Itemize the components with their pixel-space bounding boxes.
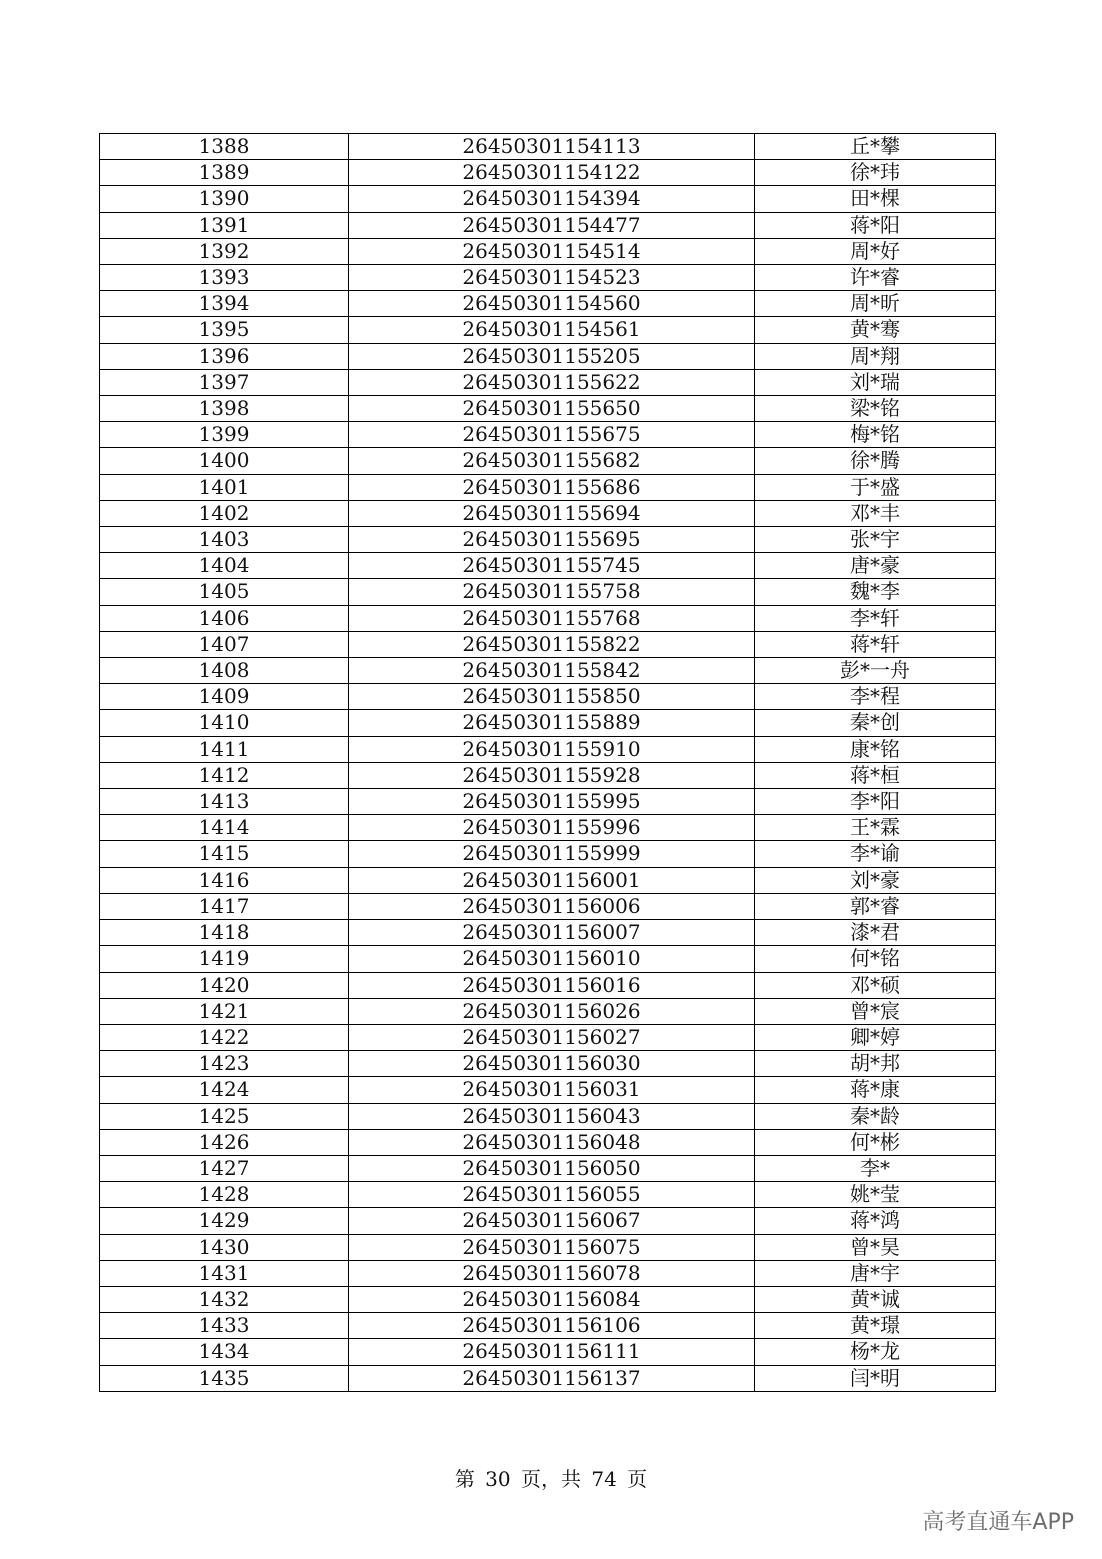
table-row bbox=[100, 343, 996, 369]
row-number-cell: 1396 bbox=[100, 343, 349, 369]
row-number-cell: 1419 bbox=[100, 946, 349, 972]
table-row bbox=[100, 684, 996, 710]
row-number-cell: 1389 bbox=[100, 160, 349, 186]
exam-id-cell: 26450301156016 bbox=[349, 972, 755, 998]
row-number-cell: 1425 bbox=[100, 1103, 349, 1129]
table-row bbox=[100, 1024, 996, 1050]
exam-id-cell: 26450301154561 bbox=[349, 317, 755, 343]
student-name-cell: 郭*睿 bbox=[755, 893, 996, 919]
student-name-cell: 曾*宸 bbox=[755, 998, 996, 1024]
table-row bbox=[100, 265, 996, 291]
exam-id-cell: 26450301155928 bbox=[349, 762, 755, 788]
exam-id-cell: 26450301156007 bbox=[349, 920, 755, 946]
student-name-cell: 周*昕 bbox=[755, 291, 996, 317]
student-name-cell: 胡*邦 bbox=[755, 1051, 996, 1077]
table-row bbox=[100, 1155, 996, 1181]
table-row bbox=[100, 710, 996, 736]
row-number-cell: 1435 bbox=[100, 1365, 349, 1391]
row-number-cell: 1422 bbox=[100, 1024, 349, 1050]
exam-id-cell: 26450301154122 bbox=[349, 160, 755, 186]
exam-id-cell: 26450301155822 bbox=[349, 631, 755, 657]
student-name-cell: 何*彬 bbox=[755, 1129, 996, 1155]
table-row bbox=[100, 317, 996, 343]
row-number-cell: 1429 bbox=[100, 1208, 349, 1234]
app-watermark: 高考直通车APP bbox=[922, 1510, 1074, 1535]
exam-id-cell: 26450301156030 bbox=[349, 1051, 755, 1077]
exam-id-cell: 26450301156078 bbox=[349, 1260, 755, 1286]
row-number-cell: 1405 bbox=[100, 579, 349, 605]
student-name-cell: 何*铭 bbox=[755, 946, 996, 972]
exam-id-cell: 26450301156010 bbox=[349, 946, 755, 972]
student-name-cell: 曾*昊 bbox=[755, 1234, 996, 1260]
row-number-cell: 1398 bbox=[100, 396, 349, 422]
row-number-cell: 1400 bbox=[100, 448, 349, 474]
exam-id-cell: 26450301154113 bbox=[349, 134, 755, 160]
row-number-cell: 1428 bbox=[100, 1182, 349, 1208]
table-row bbox=[100, 1365, 996, 1391]
row-number-cell: 1433 bbox=[100, 1313, 349, 1339]
row-number-cell: 1395 bbox=[100, 317, 349, 343]
exam-id-cell: 26450301155842 bbox=[349, 658, 755, 684]
table-row bbox=[100, 1129, 996, 1155]
exam-id-cell: 26450301155996 bbox=[349, 815, 755, 841]
table-row bbox=[100, 1339, 996, 1365]
student-name-cell: 唐*豪 bbox=[755, 553, 996, 579]
student-name-cell: 蒋*阳 bbox=[755, 212, 996, 238]
table-row bbox=[100, 553, 996, 579]
row-number-cell: 1417 bbox=[100, 893, 349, 919]
row-number-cell: 1434 bbox=[100, 1339, 349, 1365]
student-name-cell: 康*铭 bbox=[755, 736, 996, 762]
student-name-cell: 蒋*康 bbox=[755, 1077, 996, 1103]
row-number-cell: 1397 bbox=[100, 369, 349, 395]
exam-id-cell: 26450301155768 bbox=[349, 605, 755, 631]
exam-id-cell: 26450301155910 bbox=[349, 736, 755, 762]
student-name-cell: 杨*龙 bbox=[755, 1339, 996, 1365]
row-number-cell: 1399 bbox=[100, 422, 349, 448]
student-name-cell: 李* bbox=[755, 1155, 996, 1181]
exam-id-cell: 26450301156111 bbox=[349, 1339, 755, 1365]
student-name-cell: 于*盛 bbox=[755, 474, 996, 500]
table-row bbox=[100, 1077, 996, 1103]
student-name-cell: 黄*诚 bbox=[755, 1286, 996, 1312]
table-row bbox=[100, 841, 996, 867]
student-name-cell: 邓*硕 bbox=[755, 972, 996, 998]
row-number-cell: 1388 bbox=[100, 134, 349, 160]
table-row bbox=[100, 1182, 996, 1208]
exam-id-cell: 26450301155758 bbox=[349, 579, 755, 605]
row-number-cell: 1402 bbox=[100, 500, 349, 526]
table-row bbox=[100, 998, 996, 1024]
student-name-cell: 梁*铭 bbox=[755, 396, 996, 422]
exam-id-cell: 26450301155675 bbox=[349, 422, 755, 448]
table-row bbox=[100, 972, 996, 998]
table-row bbox=[100, 789, 996, 815]
table-row bbox=[100, 1286, 996, 1312]
table-row bbox=[100, 762, 996, 788]
table-row bbox=[100, 369, 996, 395]
student-name-cell: 唐*宇 bbox=[755, 1260, 996, 1286]
table-row bbox=[100, 1260, 996, 1286]
exam-id-cell: 26450301156043 bbox=[349, 1103, 755, 1129]
table-row bbox=[100, 867, 996, 893]
table-row bbox=[100, 658, 996, 684]
exam-id-cell: 26450301155745 bbox=[349, 553, 755, 579]
exam-id-cell: 26450301156050 bbox=[349, 1155, 755, 1181]
row-number-cell: 1410 bbox=[100, 710, 349, 736]
exam-id-cell: 26450301155622 bbox=[349, 369, 755, 395]
student-name-cell: 张*宇 bbox=[755, 527, 996, 553]
exam-id-cell: 26450301154514 bbox=[349, 238, 755, 264]
table-row bbox=[100, 946, 996, 972]
row-number-cell: 1391 bbox=[100, 212, 349, 238]
student-name-cell: 闫*明 bbox=[755, 1365, 996, 1391]
table-row bbox=[100, 396, 996, 422]
row-number-cell: 1414 bbox=[100, 815, 349, 841]
student-name-cell: 秦*创 bbox=[755, 710, 996, 736]
row-number-cell: 1404 bbox=[100, 553, 349, 579]
student-name-cell: 李*阳 bbox=[755, 789, 996, 815]
exam-id-cell: 26450301156067 bbox=[349, 1208, 755, 1234]
table-row bbox=[100, 815, 996, 841]
student-name-cell: 彭*一舟 bbox=[755, 658, 996, 684]
student-name-cell: 王*霖 bbox=[755, 815, 996, 841]
student-name-cell: 李*谕 bbox=[755, 841, 996, 867]
row-number-cell: 1393 bbox=[100, 265, 349, 291]
table-row bbox=[100, 160, 996, 186]
row-number-cell: 1412 bbox=[100, 762, 349, 788]
student-name-cell: 徐*腾 bbox=[755, 448, 996, 474]
student-name-cell: 刘*豪 bbox=[755, 867, 996, 893]
student-name-cell: 梅*铭 bbox=[755, 422, 996, 448]
row-number-cell: 1392 bbox=[100, 238, 349, 264]
exam-id-cell: 26450301155850 bbox=[349, 684, 755, 710]
row-number-cell: 1390 bbox=[100, 186, 349, 212]
exam-id-cell: 26450301156031 bbox=[349, 1077, 755, 1103]
table-row bbox=[100, 474, 996, 500]
exam-id-cell: 26450301156106 bbox=[349, 1313, 755, 1339]
student-name-cell: 徐*玮 bbox=[755, 160, 996, 186]
table-row bbox=[100, 579, 996, 605]
student-name-cell: 姚*莹 bbox=[755, 1182, 996, 1208]
student-name-cell: 黄*骞 bbox=[755, 317, 996, 343]
exam-id-cell: 26450301154560 bbox=[349, 291, 755, 317]
exam-id-cell: 26450301155686 bbox=[349, 474, 755, 500]
table-row bbox=[100, 1051, 996, 1077]
row-number-cell: 1411 bbox=[100, 736, 349, 762]
row-number-cell: 1427 bbox=[100, 1155, 349, 1181]
exam-id-cell: 26450301155682 bbox=[349, 448, 755, 474]
row-number-cell: 1421 bbox=[100, 998, 349, 1024]
exam-id-cell: 26450301156001 bbox=[349, 867, 755, 893]
table-row bbox=[100, 212, 996, 238]
student-name-cell: 丘*攀 bbox=[755, 134, 996, 160]
student-name-cell: 刘*瑞 bbox=[755, 369, 996, 395]
student-name-cell: 蒋*鸿 bbox=[755, 1208, 996, 1234]
student-name-cell: 周*翔 bbox=[755, 343, 996, 369]
row-number-cell: 1426 bbox=[100, 1129, 349, 1155]
student-name-cell: 漆*君 bbox=[755, 920, 996, 946]
exam-id-cell: 26450301156026 bbox=[349, 998, 755, 1024]
table-row bbox=[100, 291, 996, 317]
row-number-cell: 1408 bbox=[100, 658, 349, 684]
table-row bbox=[100, 1103, 996, 1129]
student-name-cell: 邓*丰 bbox=[755, 500, 996, 526]
row-number-cell: 1431 bbox=[100, 1260, 349, 1286]
table-row bbox=[100, 1208, 996, 1234]
table-row bbox=[100, 422, 996, 448]
roster-table-body bbox=[100, 134, 996, 1392]
table-row bbox=[100, 527, 996, 553]
exam-id-cell: 26450301155694 bbox=[349, 500, 755, 526]
student-name-cell: 黄*璟 bbox=[755, 1313, 996, 1339]
row-number-cell: 1407 bbox=[100, 631, 349, 657]
exam-id-cell: 26450301154477 bbox=[349, 212, 755, 238]
table-row bbox=[100, 1313, 996, 1339]
exam-id-cell: 26450301156137 bbox=[349, 1365, 755, 1391]
table-row bbox=[100, 920, 996, 946]
exam-id-cell: 26450301154394 bbox=[349, 186, 755, 212]
student-name-cell: 蒋*桓 bbox=[755, 762, 996, 788]
table-row bbox=[100, 238, 996, 264]
row-number-cell: 1413 bbox=[100, 789, 349, 815]
row-number-cell: 1403 bbox=[100, 527, 349, 553]
exam-id-cell: 26450301156006 bbox=[349, 893, 755, 919]
exam-id-cell: 26450301155889 bbox=[349, 710, 755, 736]
student-name-cell: 秦*龄 bbox=[755, 1103, 996, 1129]
row-number-cell: 1420 bbox=[100, 972, 349, 998]
row-number-cell: 1416 bbox=[100, 867, 349, 893]
row-number-cell: 1415 bbox=[100, 841, 349, 867]
student-name-cell: 周*好 bbox=[755, 238, 996, 264]
row-number-cell: 1401 bbox=[100, 474, 349, 500]
row-number-cell: 1423 bbox=[100, 1051, 349, 1077]
page-number-footer: 第 30 页，共 74 页 bbox=[454, 1467, 648, 1491]
exam-id-cell: 26450301154523 bbox=[349, 265, 755, 291]
exam-id-cell: 26450301156055 bbox=[349, 1182, 755, 1208]
row-number-cell: 1418 bbox=[100, 920, 349, 946]
student-name-cell: 田*棵 bbox=[755, 186, 996, 212]
table-row bbox=[100, 631, 996, 657]
row-number-cell: 1424 bbox=[100, 1077, 349, 1103]
table-row bbox=[100, 1234, 996, 1260]
row-number-cell: 1394 bbox=[100, 291, 349, 317]
student-name-cell: 蒋*轩 bbox=[755, 631, 996, 657]
table-row bbox=[100, 134, 996, 160]
roster-table bbox=[99, 133, 996, 1392]
table-row bbox=[100, 736, 996, 762]
row-number-cell: 1430 bbox=[100, 1234, 349, 1260]
exam-id-cell: 26450301156075 bbox=[349, 1234, 755, 1260]
table-row bbox=[100, 893, 996, 919]
student-name-cell: 魏*李 bbox=[755, 579, 996, 605]
row-number-cell: 1409 bbox=[100, 684, 349, 710]
row-number-cell: 1406 bbox=[100, 605, 349, 631]
exam-id-cell: 26450301156027 bbox=[349, 1024, 755, 1050]
student-name-cell: 许*睿 bbox=[755, 265, 996, 291]
exam-id-cell: 26450301155695 bbox=[349, 527, 755, 553]
student-name-cell: 卿*婷 bbox=[755, 1024, 996, 1050]
table-row bbox=[100, 605, 996, 631]
exam-id-cell: 26450301156048 bbox=[349, 1129, 755, 1155]
student-name-cell: 李*程 bbox=[755, 684, 996, 710]
exam-id-cell: 26450301156084 bbox=[349, 1286, 755, 1312]
student-name-cell: 李*轩 bbox=[755, 605, 996, 631]
exam-id-cell: 26450301155999 bbox=[349, 841, 755, 867]
table-row bbox=[100, 500, 996, 526]
exam-id-cell: 26450301155650 bbox=[349, 396, 755, 422]
table-row bbox=[100, 448, 996, 474]
exam-id-cell: 26450301155205 bbox=[349, 343, 755, 369]
row-number-cell: 1432 bbox=[100, 1286, 349, 1312]
table-row bbox=[100, 186, 996, 212]
exam-id-cell: 26450301155995 bbox=[349, 789, 755, 815]
